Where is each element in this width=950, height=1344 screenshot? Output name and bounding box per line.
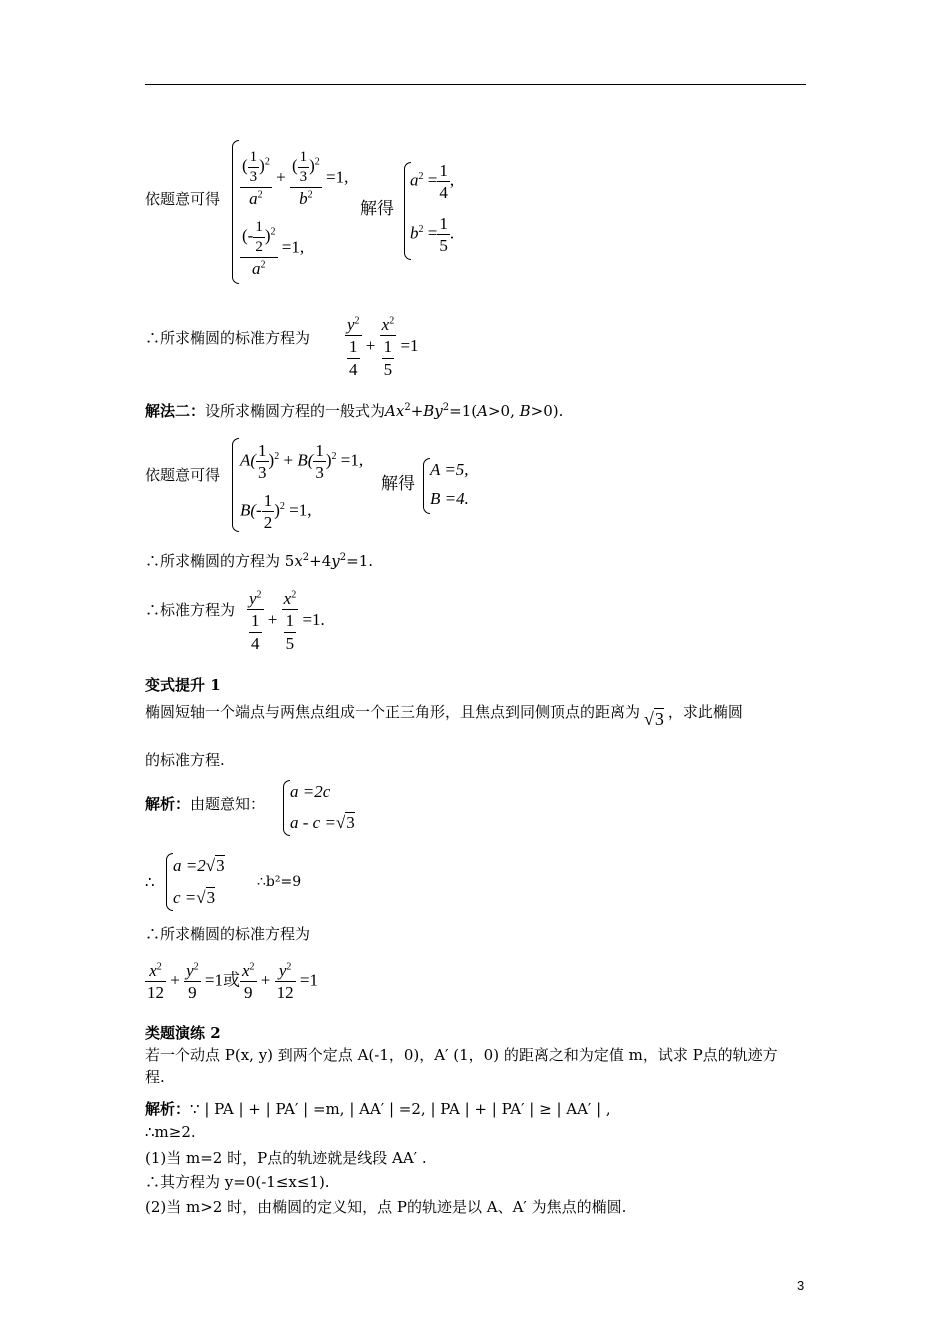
b-squared: ∴b²=9 [257,874,302,890]
lead-text-3: 依题意可得 [145,466,221,484]
practice-solution-line4: ∴其方程为 y=0(-1≤x≤1). [145,1173,330,1191]
final-equations: $\frac{x^2}{12}$ + $\frac{y^2}{9}$ =1或 $\frac{x^2}{9}$ + $\frac{y^2}{12}$ =1 [147,961,318,1003]
equation-3b: B(- $\frac{1}{2}$ )$^2$ =1, [240,491,312,533]
practice-solution-line5: (2)当 m>2 时，由椭圆的定义知，点 P的轨迹是以 A、A′ 为焦点的椭圆. [145,1198,627,1216]
standard-eq-2: $\frac{y^2}{\frac{1}{4}}$ + $\frac{x^2}{\frac{1}{5}}$ =1. [249,589,325,653]
standard-eq-lead-2: ∴标准方程为 [145,601,236,619]
analysis-eq-1: a =2c [290,782,331,801]
ellipse-equation-line: ∴所求椭圆的方程为 $5x^2+4y^2=1$. [145,552,374,570]
solve-label-1: 解得 [360,199,394,219]
standard-eq-lead: ∴所求椭圆的标准方程为 [145,329,311,347]
analysis-sol-2: c =√3 [173,888,216,907]
practice-question-line1: 若一个动点 P(x, y) 到两个定点 A(-1，0)，A′ (1，0) 的距离之和为定值 m，试求 P点的轨迹方 [145,1046,778,1064]
practice-solution-line3: (1)当 m=2 时，P点的轨迹就是线段 AA′ . [145,1149,427,1167]
system-brace-3 [232,438,239,532]
practice-question-line2: 程. [145,1068,165,1086]
analysis-conclusion: ∴所求椭圆的标准方程为 [145,925,311,943]
equation-1a: ( $\frac{1}{3}$ )$^2$ $a^2$ + ( $\frac{1}{3}$ )$^2$ $b^2$ =1, [242,149,349,208]
analysis-eq-2: a - c =√3 [290,813,355,832]
variant-question-line1: 椭圆短轴一个端点与两焦点组成一个正三角形，且焦点到同侧顶点的距离为 √3 ，求此椭圆 [145,703,743,729]
equation-3a: A( $\frac{1}{3}$ )$^2$ + B( $\frac{1}{3}$ )$^2$ =1, [240,441,364,483]
lead-text-1: 依题意可得 [145,190,221,208]
practice-title: 类题演练 2 [145,1024,221,1042]
variant-question-line2: 的标准方程. [145,751,225,769]
solution-3b: B =4. [430,489,469,508]
page-number: 3 [797,1278,805,1293]
analysis-brace-2 [166,853,173,911]
solution-1b: $b^2$ = $\frac{1}{5}$ . [410,214,455,256]
therefore-symbol: ∴ [145,873,155,891]
solution-brace-3 [423,458,430,514]
system-brace-1 [232,140,239,284]
analysis-brace-1 [283,780,290,836]
analysis-sol-1: a =2√3 [173,856,225,875]
header-rule [145,84,806,85]
variant-title: 变式提升 1 [145,676,221,694]
solution-3a: A =5, [430,460,469,479]
solve-label-3: 解得 [381,474,415,494]
method2-line: 解法二：设所求椭圆方程的一般式为$Ax^2+By^2=1(A>0$, B>0). [145,402,564,420]
solution-1a: $a^2$ = $\frac{1}{4}$ , [410,161,455,203]
practice-solution-line2: ∴m≥2. [145,1123,196,1141]
standard-eq-1: $\frac{y^2}{\frac{1}{4}}$ + $\frac{x^2}{\frac{1}{5}}$ =1 [347,315,419,379]
equation-1b: (- $\frac{1}{2}$ )$^2$ $a^2$ =1, [242,219,305,278]
practice-solution-line1: 解析：∵ | PA | + | PA′ | =m, | AA′ | =2, | PA | + | PA′ | ≥ | AA′ | , [145,1100,611,1118]
analysis-lead: 解析：由题意知： [145,795,266,813]
